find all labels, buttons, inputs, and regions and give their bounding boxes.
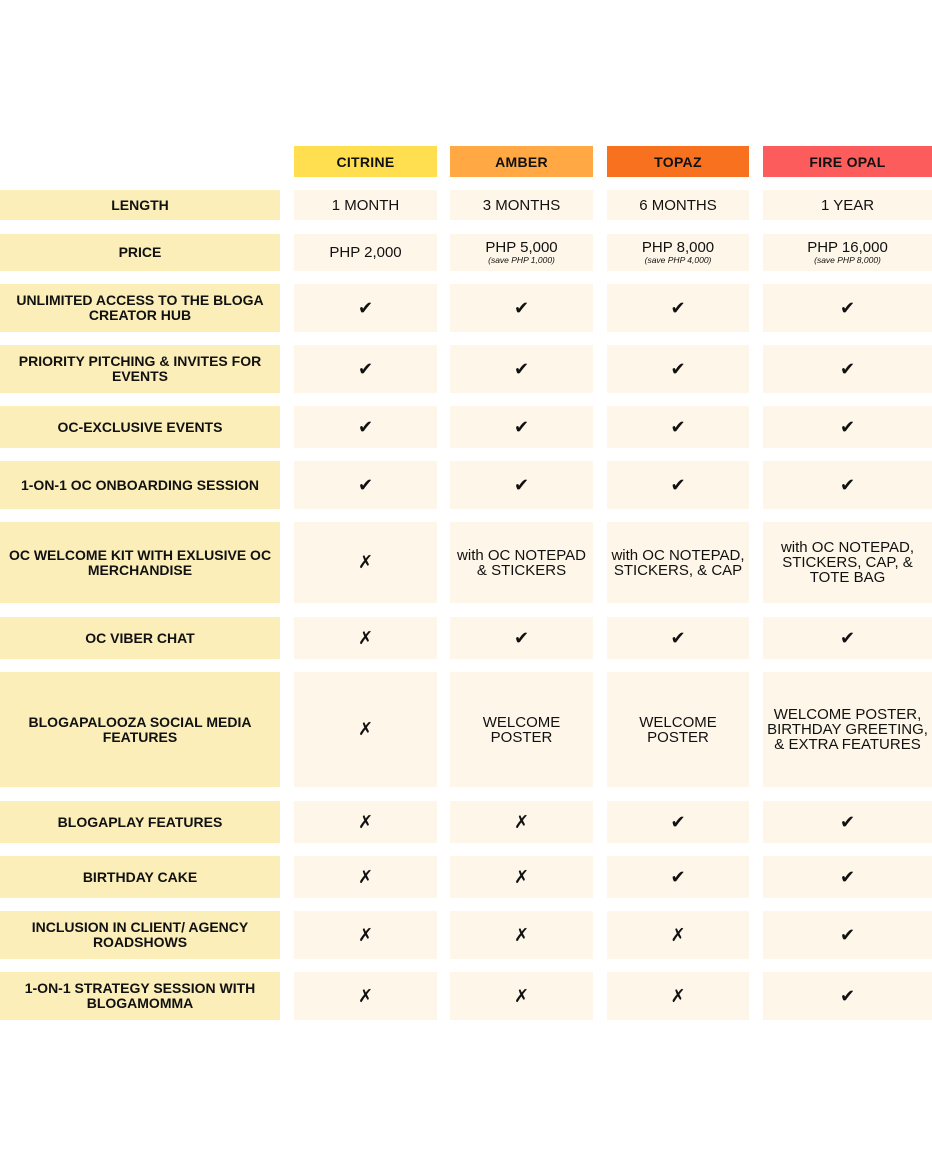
cell-text: with OC NOTEPAD, STICKERS, & CAP [611, 546, 745, 579]
cell-text: WELCOME POSTER [482, 713, 561, 746]
check-icon: ✔ [670, 297, 686, 318]
table-cell [294, 345, 437, 393]
table-cell [763, 190, 932, 220]
feature-label: PRIORITY PITCHING & INVITES FOR EVENTS [0, 345, 280, 393]
check-icon: ✔ [839, 416, 856, 437]
cross-icon: ✗ [357, 866, 374, 888]
table-cell [607, 406, 749, 448]
check-icon: ✔ [839, 627, 856, 648]
check-icon: ✔ [357, 297, 374, 318]
check-icon: ✔ [670, 416, 686, 437]
table-cell [450, 801, 593, 843]
table-cell [294, 617, 437, 659]
cross-icon: ✗ [513, 924, 530, 946]
table-cell [450, 190, 593, 220]
table-row [0, 972, 932, 1020]
table-cell [294, 672, 437, 787]
table-cell [763, 672, 932, 787]
table-cell [450, 911, 593, 959]
table-row [0, 911, 932, 959]
table-cell [294, 461, 437, 509]
table-cell [763, 911, 932, 959]
check-icon: ✔ [670, 474, 686, 495]
table-cell [450, 617, 593, 659]
feature-label: LENGTH [0, 190, 280, 220]
table-cell [450, 672, 593, 787]
table-cell [450, 461, 593, 509]
feature-label: 1-ON-1 OC ONBOARDING SESSION [0, 461, 280, 509]
check-icon: ✔ [513, 474, 530, 495]
cross-icon: ✗ [357, 924, 374, 946]
check-icon: ✔ [357, 358, 374, 379]
cell-text: WELCOME POSTER [639, 713, 717, 746]
table-cell [607, 672, 749, 787]
check-icon: ✔ [670, 811, 686, 832]
table-cell [607, 972, 749, 1020]
check-icon: ✔ [839, 474, 856, 495]
feature-label: OC VIBER CHAT [0, 617, 280, 659]
table-cell [294, 190, 437, 220]
table-row [0, 461, 932, 509]
tier-fire-opal-header [763, 146, 932, 177]
table-row [0, 234, 932, 271]
table-cell [294, 406, 437, 448]
table-cell [607, 345, 749, 393]
feature-label: INCLUSION IN CLIENT/ AGENCY ROADSHOWS [0, 911, 280, 959]
check-icon: ✔ [513, 358, 530, 379]
check-icon: ✔ [839, 358, 856, 379]
cross-icon: ✗ [670, 924, 686, 946]
table-cell [763, 522, 932, 603]
cell-text: PHP 2,000 [329, 244, 402, 261]
feature-label: PRICE [0, 234, 280, 271]
tier-topaz-header [607, 146, 749, 177]
check-icon: ✔ [670, 627, 686, 648]
feature-label: OC WELCOME KIT WITH EXLUSIVE OC MERCHANDISE [0, 522, 280, 603]
cross-icon: ✗ [357, 627, 374, 649]
cross-icon: ✗ [513, 811, 530, 833]
cell-text: PHP 5,000 [485, 239, 558, 256]
cell-text: PHP 8,000 [641, 239, 715, 256]
cross-icon: ✗ [357, 985, 374, 1007]
table-cell [450, 522, 593, 603]
table-cell [607, 461, 749, 509]
check-icon: ✔ [839, 924, 856, 945]
table-cell [450, 856, 593, 898]
cross-icon: ✗ [670, 985, 686, 1007]
cell-text: 1 MONTH [331, 196, 400, 214]
table-cell [294, 234, 437, 271]
table-cell [607, 190, 749, 220]
feature-label: BIRTHDAY CAKE [0, 856, 280, 898]
table-cell [607, 801, 749, 843]
tier-label: AMBER [495, 153, 548, 170]
check-icon: ✔ [513, 297, 530, 318]
table-cell [450, 972, 593, 1020]
table-cell [294, 284, 437, 332]
feature-label: BLOGAPLAY FEATURES [0, 801, 280, 843]
check-icon: ✔ [839, 985, 856, 1006]
table-row [0, 801, 932, 843]
tier-label: CITRINE [336, 153, 395, 170]
table-row [0, 190, 932, 220]
table-row [0, 617, 932, 659]
check-icon: ✔ [513, 416, 530, 437]
savings-note: (save PHP 1,000) [488, 255, 555, 265]
table-cell [450, 234, 593, 271]
table-cell [607, 234, 749, 271]
table-cell [763, 461, 932, 509]
table-row [0, 522, 932, 603]
tier-citrine-header [294, 146, 437, 177]
check-icon: ✔ [839, 811, 856, 832]
table-cell [763, 856, 932, 898]
table-cell [607, 856, 749, 898]
cross-icon: ✗ [513, 866, 530, 888]
table-row [0, 284, 932, 332]
tier-label: FIRE OPAL [809, 153, 886, 170]
check-icon: ✔ [513, 627, 530, 648]
table-cell [607, 617, 749, 659]
check-icon: ✔ [357, 474, 374, 495]
table-cell [763, 801, 932, 843]
table-cell [763, 284, 932, 332]
cross-icon: ✗ [357, 811, 374, 833]
tier-amber-header [450, 146, 593, 177]
table-cell [763, 617, 932, 659]
table-cell [607, 284, 749, 332]
table-cell [763, 972, 932, 1020]
table-cell [294, 522, 437, 603]
tier-header-row [0, 146, 932, 177]
table-cell [450, 406, 593, 448]
cell-text: with OC NOTEPAD & STICKERS [457, 546, 586, 579]
cell-text: PHP 16,000 [807, 239, 888, 256]
savings-note: (save PHP 4,000) [644, 255, 712, 265]
feature-label: UNLIMITED ACCESS TO THE BLOGA CREATOR HUB [0, 284, 280, 332]
check-icon: ✔ [357, 416, 374, 437]
cross-icon: ✗ [513, 985, 530, 1007]
table-row [0, 856, 932, 898]
cross-icon: ✗ [357, 719, 374, 740]
table-cell [450, 345, 593, 393]
table-cell [763, 234, 932, 271]
cell-text: 6 MONTHS [639, 196, 717, 214]
check-icon: ✔ [839, 297, 856, 318]
tier-label: TOPAZ [654, 153, 702, 170]
feature-label: 1-ON-1 STRATEGY SESSION WITH BLOGAMOMMA [0, 972, 280, 1020]
table-cell [294, 972, 437, 1020]
table-cell [294, 856, 437, 898]
check-icon: ✔ [839, 866, 856, 887]
cross-icon: ✗ [357, 552, 374, 573]
cell-text: WELCOME POSTER, BIRTHDAY GREETING, & EXTRA FEATURES [767, 706, 928, 753]
table-row [0, 345, 932, 393]
cell-text: 3 MONTHS [482, 196, 561, 214]
cell-text: 1 YEAR [820, 196, 875, 214]
check-icon: ✔ [670, 866, 686, 887]
table-row [0, 406, 932, 448]
feature-label: BLOGAPALOOZA SOCIAL MEDIA FEATURES [0, 672, 280, 787]
table-cell [294, 911, 437, 959]
table-cell [607, 522, 749, 603]
check-icon: ✔ [670, 358, 686, 379]
table-cell [763, 345, 932, 393]
table-row [0, 672, 932, 787]
cell-text: with OC NOTEPAD, STICKERS, CAP, & TOTE BAG [780, 539, 915, 586]
table-cell [607, 911, 749, 959]
table-cell [763, 406, 932, 448]
savings-note: (save PHP 8,000) [814, 255, 881, 265]
feature-label: OC-EXCLUSIVE EVENTS [0, 406, 280, 448]
table-cell [450, 284, 593, 332]
table-cell [294, 801, 437, 843]
